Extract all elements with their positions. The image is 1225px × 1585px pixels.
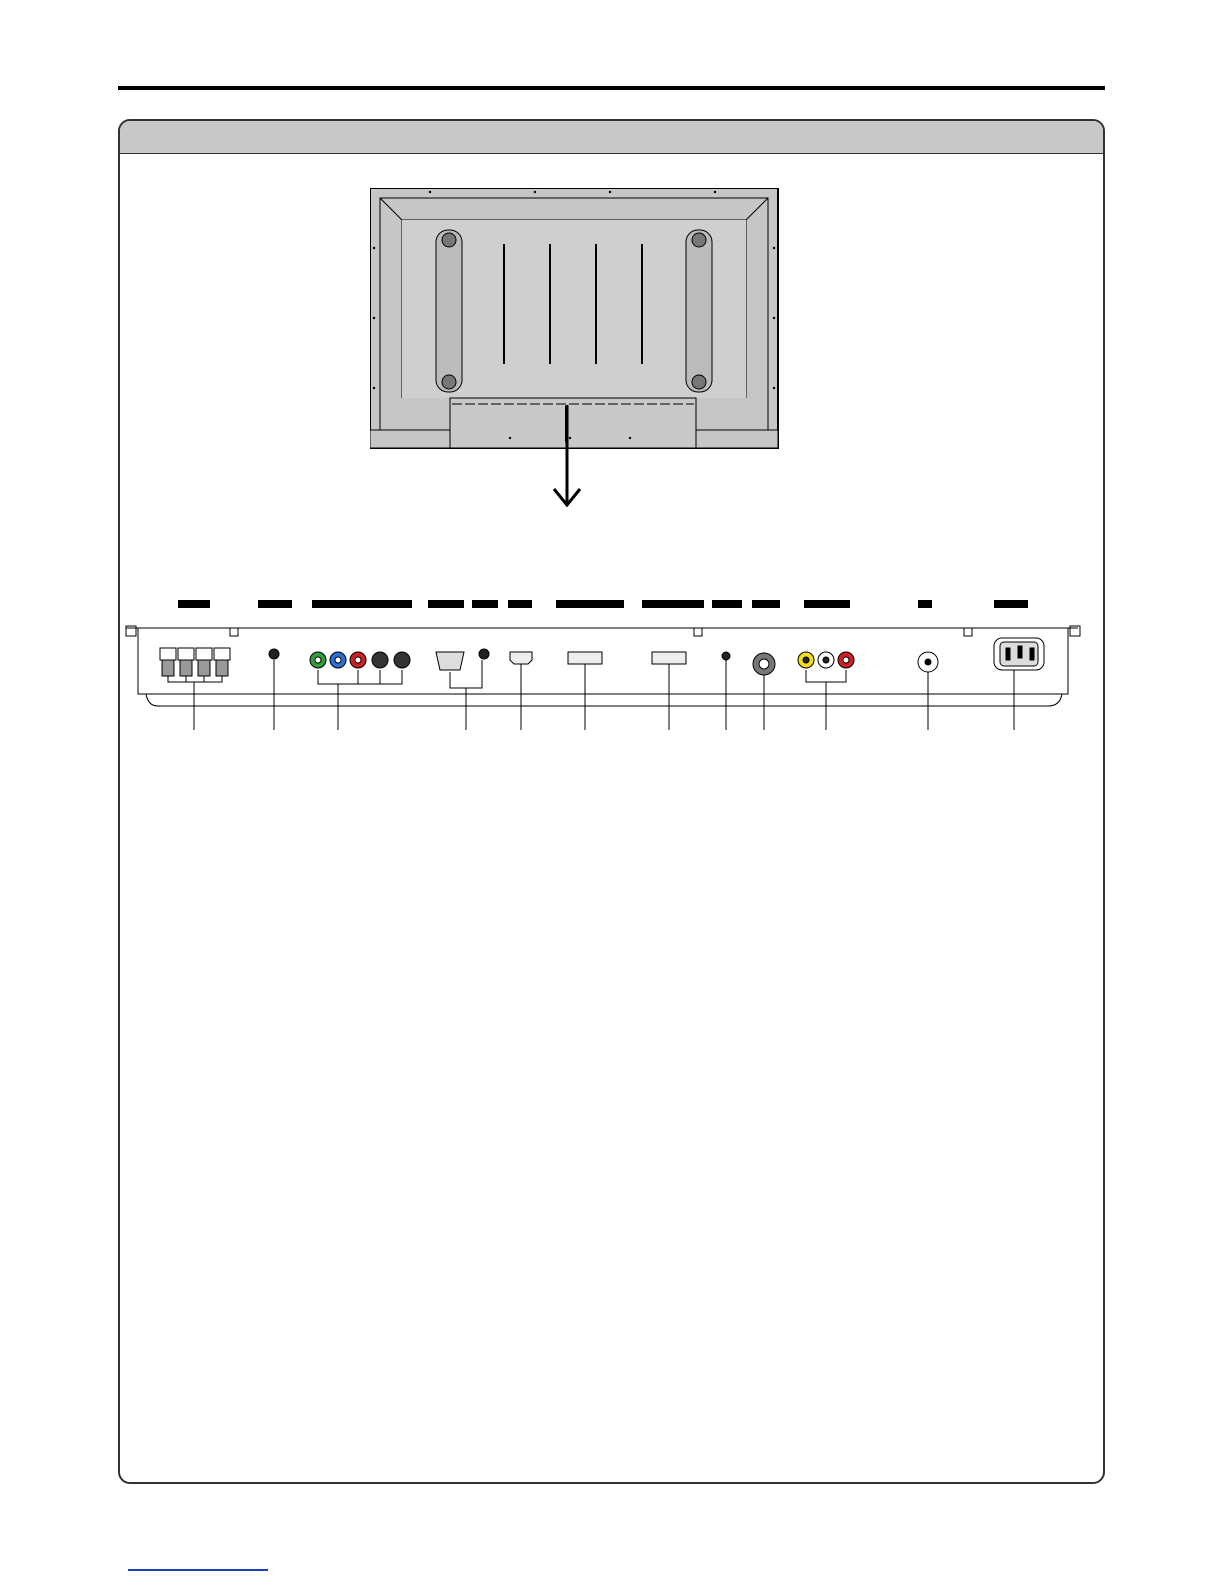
stand-bar-right (686, 230, 712, 392)
s-video-input (753, 653, 775, 675)
ac-power-inlet (994, 638, 1044, 670)
panel-header (120, 121, 1103, 154)
down-arrow-icon (540, 405, 594, 511)
vga-pc-input (436, 649, 489, 688)
speaker-terminals (160, 648, 230, 682)
scart-1 (568, 652, 602, 664)
headphone-jack (269, 649, 279, 659)
audio-jack (722, 652, 730, 660)
top-rule (118, 86, 1105, 90)
stand-bar-left (436, 230, 462, 392)
antenna-input (918, 652, 938, 672)
hdmi-input (510, 652, 532, 664)
rear-connector-panel (118, 590, 1088, 740)
av-input (798, 652, 854, 682)
port-label-bars (178, 600, 1028, 608)
scart-2 (652, 652, 686, 664)
component-input (310, 652, 410, 684)
callout-lines (194, 660, 1014, 730)
footer-link[interactable] (128, 1569, 268, 1571)
